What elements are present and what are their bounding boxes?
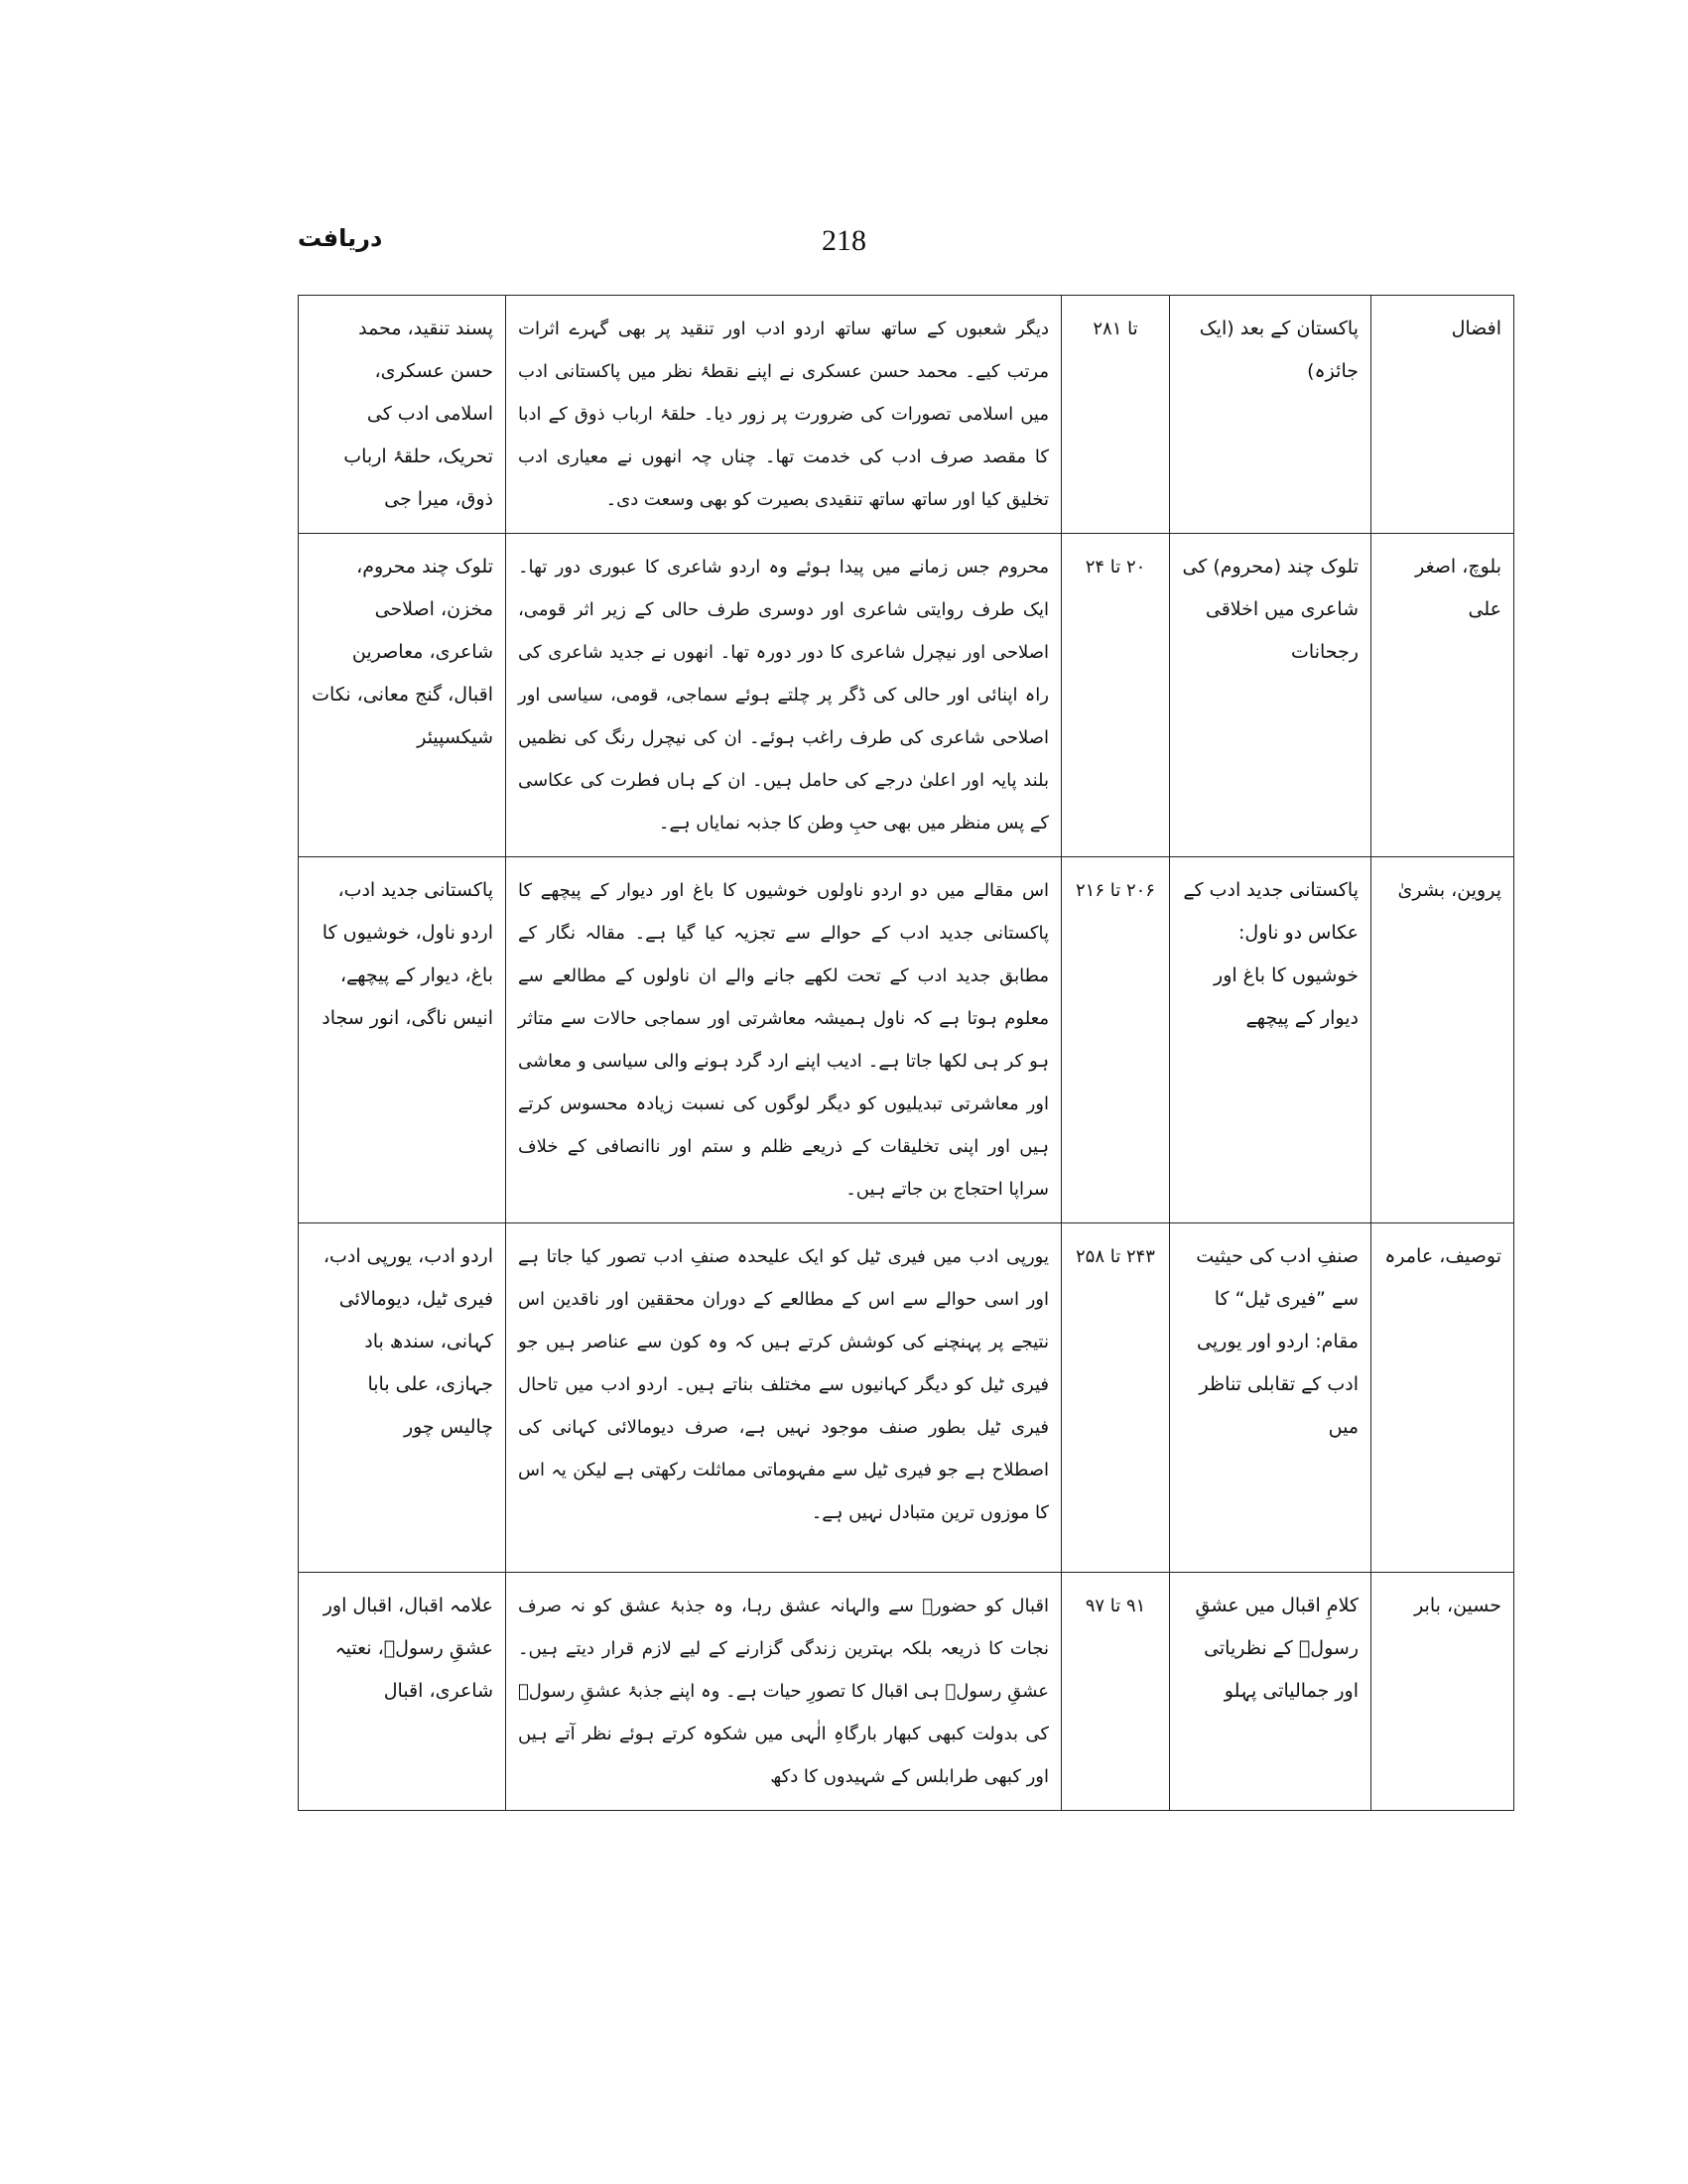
summary-cell: اس مقالے میں دو اردو ناولوں خوشیوں کا باغ اور دیوار کے پیچھے کا پاکستانی جدید ادب کے حوالے سے تجزیہ کیا گیا ہے۔ مقالہ نگار کے مطابق جدید ادب کے تحت لکھے جانے والے ان ناولوں کے مطالعے سے معلوم ہوتا ہے کہ ناول ہمیشہ معاشرتی اور سماجی حالات سے متاثر ہو کر ہی لکھا جاتا ہے۔ ادیب اپنے ارد گرد ہونے والی سیاسی و معاشی اور معاشرتی تبدیلیوں کو دیگر لوگوں کی نسبت زیادہ محسوس کرتے ہیں اور اپنی تخلیقات کے ذریعے ظلم و ستم اور ناانصافی کے خلاف سراپا احتجاج بن جاتے ہیں۔: [506, 857, 1062, 1223]
keywords-cell: پسند تنقید، محمد حسن عسکری، اسلامی ادب کی تحریک، حلقۂ ارباب ذوق، میرا جی: [299, 296, 506, 534]
pages-cell: ۲۰ تا ۲۴: [1062, 534, 1170, 857]
keywords-cell: اردو ادب، یورپی ادب، فیری ٹیل، دیومالائی کہانی، سندھ باد جہازی، علی بابا چالیس چور: [299, 1223, 506, 1573]
author-cell: حسین، بابر: [1371, 1573, 1514, 1811]
title-cell: پاکستانی جدید ادب کے عکاس دو ناول: خوشیوں کا باغ اور دیوار کے پیچھے: [1170, 857, 1371, 1223]
table-row: [299, 534, 1514, 857]
table-row: [299, 1223, 1514, 1573]
keywords-cell: علامہ اقبال، اقبال اور عشقِ رسولؐ، نعتیہ شاعری، اقبال: [299, 1573, 506, 1811]
author-cell: افضال: [1371, 296, 1514, 534]
pages-cell: تا ۲۸۱: [1062, 296, 1170, 534]
journal-name: دریافت: [298, 224, 383, 252]
summary-cell: محروم جس زمانے میں پیدا ہوئے وہ اردو شاعری کا عبوری دور تھا۔ ایک طرف روایتی شاعری اور دوسری طرف حالی کے زیر اثر قومی، اصلاحی اور نیچرل شاعری کا دور دورہ تھا۔ انھوں نے جدید شاعری کی راہ اپنائی اور حالی کی ڈگر پر چلتے ہوئے سماجی، قومی، سیاسی اور اصلاحی شاعری کی طرف راغب ہوئے۔ ان کی نیچرل رنگ کی نظمیں بلند پایہ اور اعلیٰ درجے کی حامل ہیں۔ ان کے ہاں فطرت کی عکاسی کے پس منظر میں بھی حبِ وطن کا جذبہ نمایاں ہے۔: [506, 534, 1062, 857]
table-row: [299, 296, 1514, 534]
title-cell: صنفِ ادب کی حیثیت سے ”فیری ٹیل“ کا مقام: اردو اور یورپی ادب کے تقابلی تناظر میں: [1170, 1223, 1371, 1573]
page-number: 218: [822, 224, 866, 257]
author-cell: پروین، بشریٰ: [1371, 857, 1514, 1223]
pages-cell: ۲۰۶ تا ۲۱۶: [1062, 857, 1170, 1223]
keywords-cell: تلوک چند محروم، مخزن، اصلاحی شاعری، معاصرین اقبال، گنج معانی، نکات شیکسپیئر: [299, 534, 506, 857]
index-table: [298, 295, 1514, 1811]
keywords-cell: پاکستانی جدید ادب، اردو ناول، خوشیوں کا باغ، دیوار کے پیچھے، انیس ناگی، انور سجاد: [299, 857, 506, 1223]
table-row: [299, 1573, 1514, 1811]
author-cell: توصیف، عامرہ: [1371, 1223, 1514, 1573]
pages-cell: ۹۱ تا ۹۷: [1062, 1573, 1170, 1811]
table-row: [299, 857, 1514, 1223]
summary-cell: یورپی ادب میں فیری ٹیل کو ایک علیحدہ صنفِ ادب تصور کیا جاتا ہے اور اسی حوالے سے اس کے مطالعے کے دوران محققین اور ناقدین اس نتیجے پر پہنچنے کی کوشش کرتے ہیں کہ وہ کون سے عناصر ہیں جو فیری ٹیل کو دیگر کہانیوں سے مختلف بناتے ہیں۔ اردو ادب میں تاحال فیری ٹیل بطور صنف موجود نہیں ہے، صرف دیومالائی کہانی کی اصطلاح ہے جو فیری ٹیل سے مفہوماتی مماثلت رکھتی ہے لیکن یہ اس کا موزوں ترین متبادل نہیں ہے۔: [506, 1223, 1062, 1573]
title-cell: پاکستان کے بعد (ایک جائزہ): [1170, 296, 1371, 534]
title-cell: کلامِ اقبال میں عشقِ رسولؐ کے نظریاتی اور جمالیاتی پہلو: [1170, 1573, 1371, 1811]
author-cell: بلوچ، اصغر علی: [1371, 534, 1514, 857]
pages-cell: ۲۴۳ تا ۲۵۸: [1062, 1223, 1170, 1573]
title-cell: تلوک چند (محروم) کی شاعری میں اخلاقی رجحانات: [1170, 534, 1371, 857]
summary-cell: دیگر شعبوں کے ساتھ ساتھ اردو ادب اور تنقید پر بھی گہرے اثرات مرتب کیے۔ محمد حسن عسکری نے اپنے نقطۂ نظر میں پاکستانی ادب میں اسلامی تصورات کی ضرورت پر زور دیا۔ حلقۂ ارباب ذوق کے ادبا کا مقصد صرف ادب کی خدمت تھا۔ چناں چہ انھوں نے معیاری ادب تخلیق کیا اور ساتھ ساتھ تنقیدی بصیرت کو بھی وسعت دی۔: [506, 296, 1062, 534]
summary-cell: اقبال کو حضورؐ سے والہانہ عشق رہا، وہ جذبۂ عشق کو نہ صرف نجات کا ذریعہ بلکہ بہترین زندگی گزارنے کے لیے لازم قرار دیتے ہیں۔ عشقِ رسولؐ ہی اقبال کا تصورِ حیات ہے۔ وہ اپنے جذبۂ عشقِ رسولؐ کی بدولت کبھی کبھار بارگاہِ الٰہی میں شکوہ کرتے ہوئے نظر آتے ہیں اور کبھی طرابلس کے شہیدوں کا دکھ: [506, 1573, 1062, 1811]
